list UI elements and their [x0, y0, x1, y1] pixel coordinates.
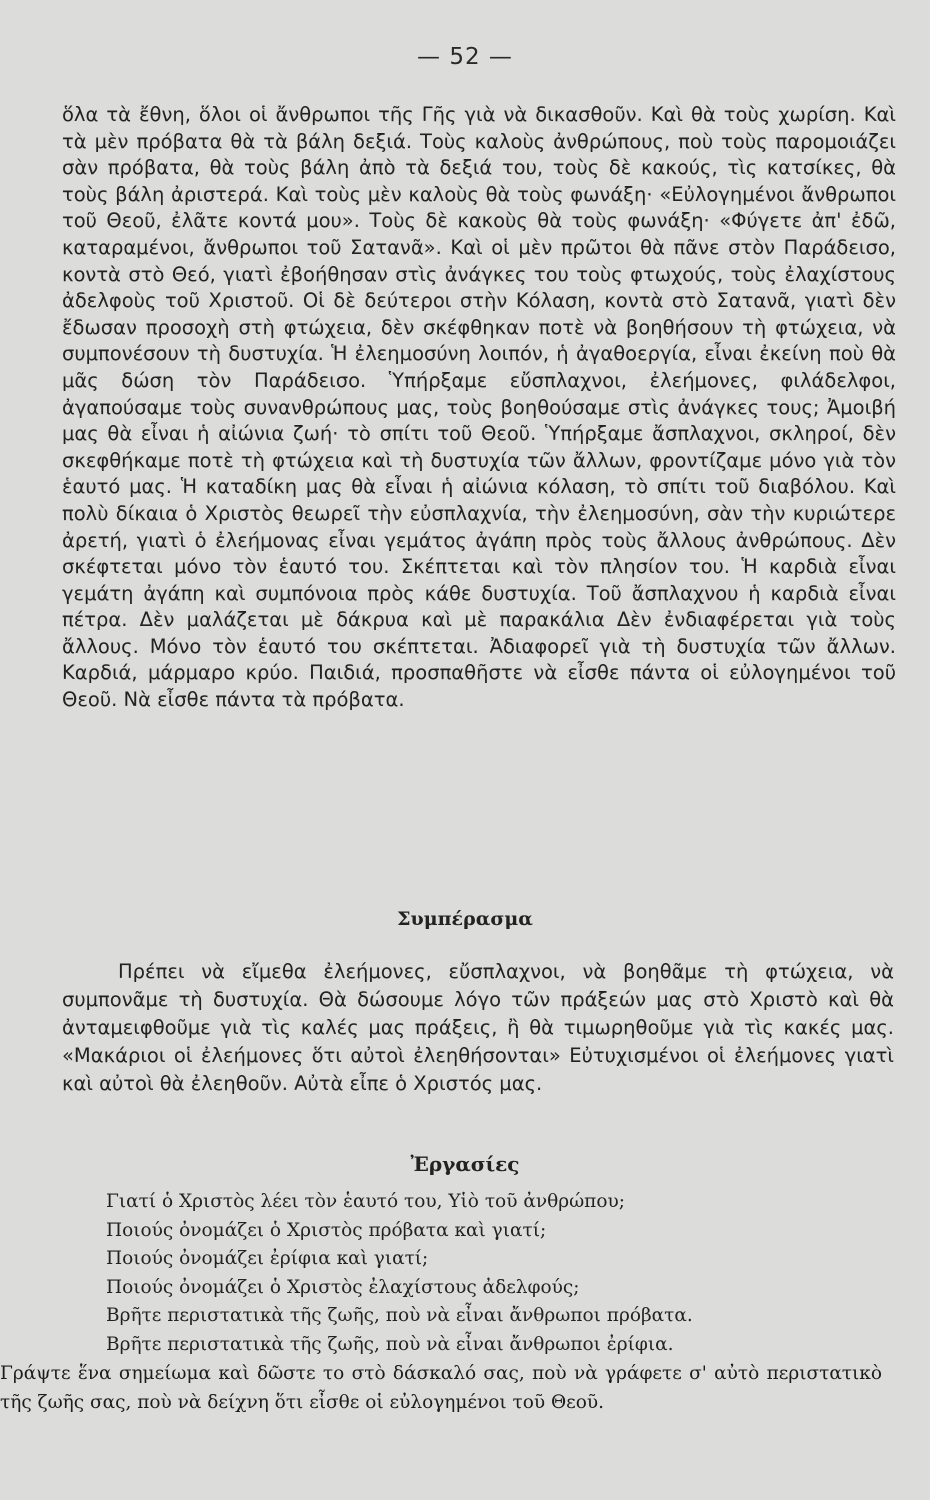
question-item: Ποιούς ὀνομάζει ἐρίφια καὶ γιατί; — [106, 1248, 429, 1269]
question-item: Βρῆτε περιστατικὰ τῆς ζωῆς, ποὺ νὰ εἶναι ἄνθρωποι ἐρίφια. — [106, 1333, 674, 1355]
conclusion-paragraph: Πρέπει νὰ εἴμεθα ἐλεήμονες, εὔσπλαχνοι, νὰ βοηθᾶμε τὴ φτώχεια, νὰ συμπονᾶμε τὴ δυστυχία. Θὰ δώσουμε λόγο τῶν πράξεών μας στὸ Χριστὸ καὶ θὰ ἀνταμειφθοῦμε γιὰ τὶς καλές μας πράξεις, ἢ θὰ τιμωρηθοῦμε γιὰ τὶς κακές μας. «Μακάριοι οἱ ἐλεήμονες ὅτι αὐτοὶ ἐλεηθήσονται» Εὐτυχισμένοι οἱ ἐλεήμονες γιατὶ καὶ αὐτοὶ θὰ ἐλεηθοῦν. Αὐτὰ εἶπε ὁ Χριστός μας. — [62, 960, 894, 1095]
writing-task: Γράψτε ἕνα σημείωμα καὶ δῶστε το στὸ δάσκαλό σας, ποὺ νὰ γράφετε σ' αὐτὸ περιστατικὸ τῆς ζωῆς σας, ποὺ νὰ δείχνη ὅτι εἶσθε οἱ εὐλογημένοι τοῦ Θεοῦ. — [0, 1363, 882, 1413]
question-item: Βρῆτε περιστατικὰ τῆς ζωῆς, ποὺ νὰ εἶναι ἄνθρωποι πρόβατα. — [106, 1305, 693, 1326]
page-number: — 52 — — [417, 44, 513, 70]
main-text — [62, 102, 896, 714]
conclusion-heading: Συμπέρασμα — [397, 908, 533, 930]
question-item: Γιατί ὁ Χριστὸς λέει τὸν ἑαυτό του, Υἱὸ τοῦ ἀνθρώπου; — [106, 1191, 625, 1212]
conclusion-section — [62, 958, 894, 1098]
question-item: Ποιούς ὀνομάζει ὁ Χριστὸς ἐλαχίστους ἀδελφούς; — [106, 1276, 580, 1298]
exercise-questions — [0, 1188, 930, 1359]
question-item: Ποιούς ὀνομάζει ὁ Χριστὸς πρόβατα καὶ γιατί; — [106, 1219, 547, 1241]
exercises-heading: Ἐργασίες — [410, 1152, 520, 1176]
body-paragraph: ὅλα τὰ ἔθνη, ὅλοι οἱ ἄνθρωποι τῆς Γῆς γιὰ νὰ δικασθοῦν. Καὶ θὰ τοὺς χωρίση. Καὶ τὰ μὲν πρόβατα θὰ τὰ βάλη δεξιά. Τοὺς καλοὺς ἀνθρώπους, ποὺ τοὺς παρομοιάζει σὰν πρόβατα, θὰ τοὺς βάλη ἀπὸ τὰ δεξιά του, τοὺς δὲ κακούς, τὶς κατσίκες, θὰ τοὺς βάλη ἀριστερά. Καὶ τοὺς μὲν καλοὺς θὰ τοὺς φωνάξη· «Εὐλογημένοι ἄνθρωποι τοῦ Θεοῦ, ἐλᾶτε κοντά μου». Τοὺς δὲ κακοὺς θὰ τοὺς φωνάξη· «Φύγετε ἀπ' ἐδῶ, καταραμένοι, ἄνθρωποι τοῦ Σατανᾶ». Καὶ οἱ μὲν πρῶτοι θὰ πᾶνε στὸν Παράδεισο, κοντὰ στὸ Θεό, γιατὶ ἐβοήθησαν στὶς ἀνάγκες του τοὺς φτωχούς, τοὺς ἐλαχίστους ἀδελφοὺς τοῦ Χριστοῦ. Οἱ δὲ δεύτεροι στὴν Κόλαση, κοντὰ στὸ Σατανᾶ, γιατὶ δὲν ἔδωσαν προσοχὴ στὴ φτώχεια, δὲν σκέφθηκαν ποτὲ νὰ βοηθήσουν τὴ φτώχεια, νὰ συμπονέσουν τὴ δυστυχία. Ἡ ἐλεημοσύνη λοιπόν, ἡ ἀγαθοεργία, εἶναι ἐκείνη ποὺ θὰ μᾶς δώση τὸν Παράδεισο. Ὑπήρξαμε εὔσπλαχνοι, ἐλεήμονες, φιλάδελφοι, ἀγαπούσαμε τοὺς συνανθρώπους μας, τοὺς βοηθούσαμε στὶς ἀνάγκες τους; Ἀμοιβή μας θὰ εἶναι ἡ αἰώνια ζωή· τὸ σπίτι τοῦ Θεοῦ. Ὑπήρξαμε ἄσπλαχνοι, σκληροί, δὲν σκεφθήκαμε ποτὲ τὴ φτώχεια καὶ τὴ δυστυχία τῶν ἄλλων, φροντίζαμε μόνο γιὰ τὸν ἑαυτό μας. Ἡ καταδίκη μας θὰ εἶναι ἡ αἰώνια κόλαση, τὸ σπίτι τοῦ διαβόλου. Καὶ πολὺ δίκαια ὁ Χριστὸς θεωρεῖ τὴν εὐσπλαχνία, τὴν ἐλεημοσύνη, σὰν τὴν κυριώτερε ἀρετή, γιατὶ ὁ ἐλεήμονας εἶναι γεμάτος ἀγάπη πρὸς τοὺς ἄλλους ἀνθρώπους. Δὲν σκέφτεται μόνο τὸν ἑαυτό του. Σκέπτεται καὶ τὸν πλησίον του. Ἡ καρδιὰ εἶναι γεμάτη ἀγάπη καὶ συμπόνοια πρὸς κάθε δυστυχία. Τοῦ ἄσπλαχνου ἡ καρδιὰ εἶναι πέτρα. Δὲν μαλάζεται μὲ δάκρυα καὶ μὲ παρακάλια Δὲν ἐνδιαφέρεται γιὰ τοὺς ἄλλους. Μόνο τὸν ἑαυτό του σκέπτεται. Ἀδιαφορεῖ γιὰ τὴ δυστυχία τῶν ἄλλων. Καρδιά, μάρμαρο κρύο. Παιδιά, προσπαθῆστε νὰ εἶσθε πάντα οἱ εὐλογημένοι τοῦ Θεοῦ. Νὰ εἶσθε πάντα τὰ πρόβατα. — [62, 103, 896, 712]
